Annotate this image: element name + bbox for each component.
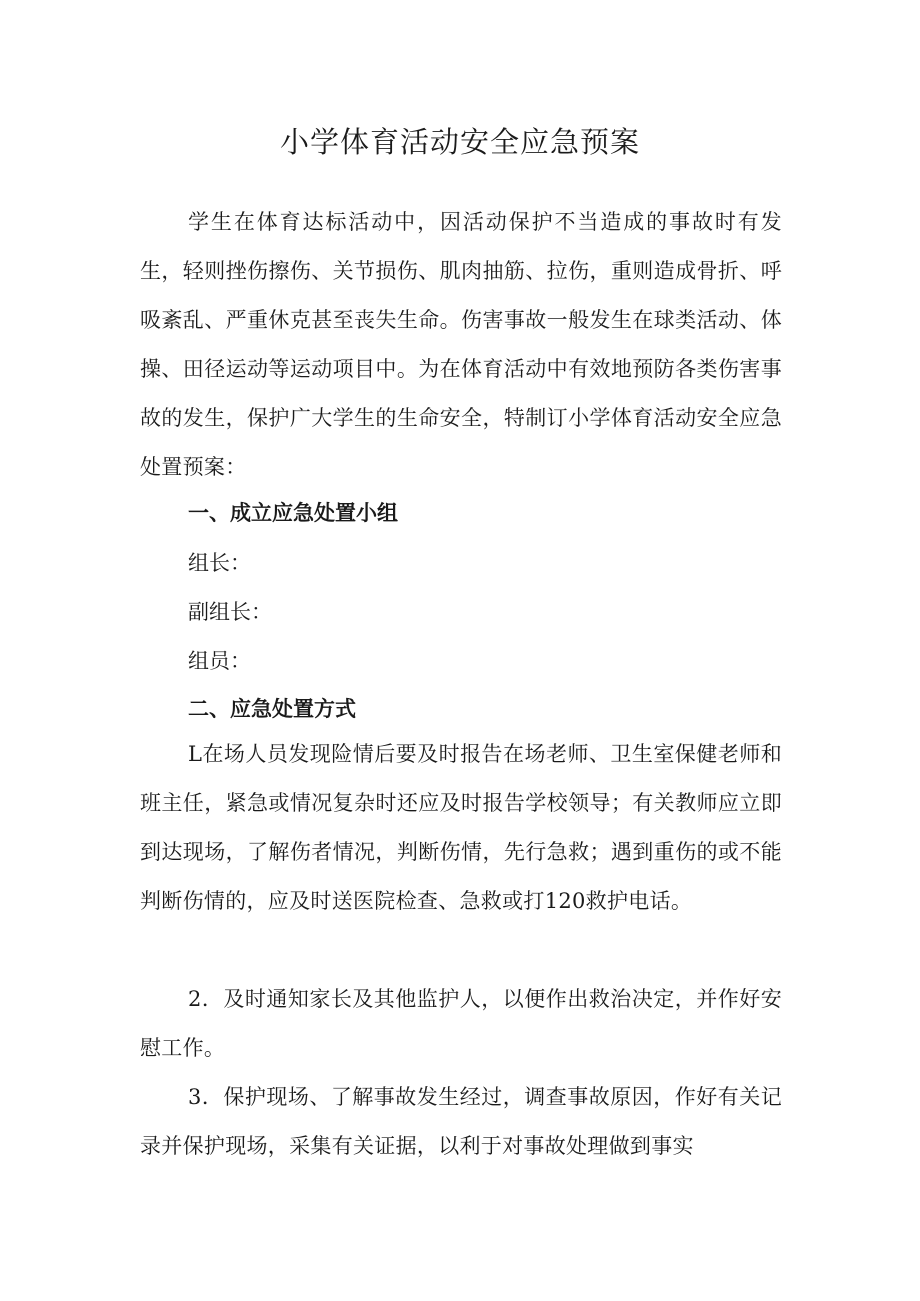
section2-item2: 2．及时通知家长及其他监护人，以便作出救治决定，并作好安慰工作。 bbox=[140, 987, 782, 1060]
document-title: 小学体育活动安全应急预案 bbox=[279, 125, 640, 159]
section2-item1: L在场人员发现险情后要及时报告在场老师、卫生室保健老师和班主任，紧急或情况复杂时还应及时报告学校领导；有关教师应立即到达现场，了解伤者情况，判断伤情，先行急救；遇到重伤的或不能判断伤情的，应及时送医院检查、急救或打120救护电话。 bbox=[140, 742, 782, 913]
group-leader-line: 组长： bbox=[188, 551, 251, 575]
intro-paragraph: 学生在体育达标活动中，因活动保护不当造成的事故时有发生，轻则挫伤擦伤、关节损伤、肌肉抽筋、拉伤，重则造成骨折、呼吸紊乱、严重休克甚至丧失生命。伤害事故一般发生在球类活动、体操、田径运动等运动项目中。为在体育活动中有效地预防各类伤害事故的发生，保护广大学生的生命安全，特制订小学体育活动安全应急处置预案： bbox=[140, 210, 782, 479]
section1-heading: 一、成立应急处置小组 bbox=[188, 501, 398, 525]
section2-item3: 3．保护现场、了解事故发生经过，调查事故原因，作好有关记录并保护现场，采集有关证据，以利于对事故处理做到事实 bbox=[140, 1085, 782, 1158]
deputy-leader-line: 副组长： bbox=[188, 600, 272, 624]
section2-heading: 二、应急处置方式 bbox=[188, 697, 356, 721]
group-members-line: 组员： bbox=[188, 649, 251, 673]
